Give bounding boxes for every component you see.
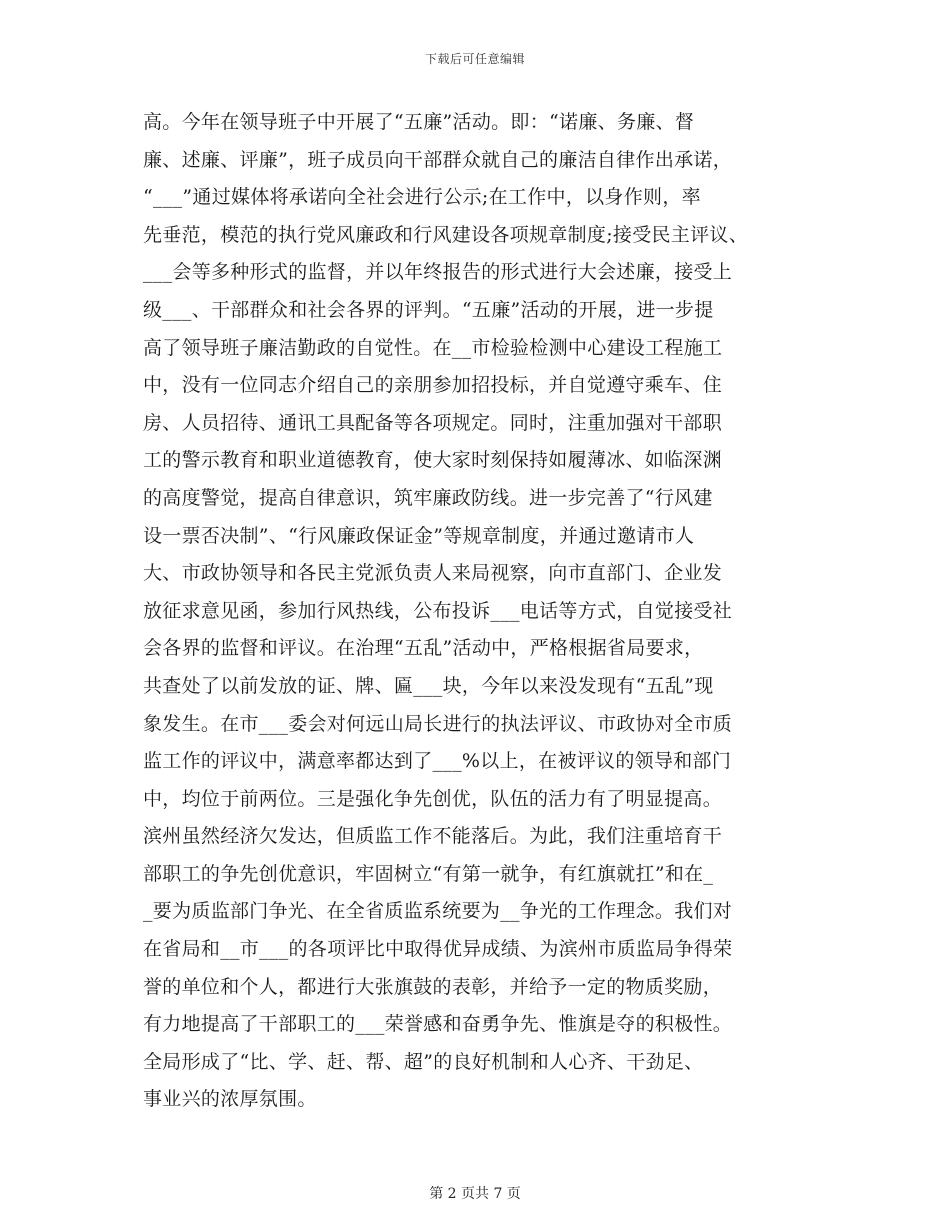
text-line: 誉的单位和个人，都进行大张旗鼓的表彰，并给予一定的物质奖励， bbox=[143, 975, 723, 998]
text-line: 监工作的评议中，满意率都达到了___%以上，在被评议的领导和部门 bbox=[143, 750, 732, 773]
text-line: 部职工的争先创优意识，牢固树立“有第一就争，有红旗就扛”和在_ bbox=[143, 862, 714, 885]
page-footer: 第 2 页共 7 页 bbox=[429, 1186, 521, 1202]
document-body bbox=[143, 104, 813, 1119]
text-line: 级___、干部群众和社会各界的评判。“五廉”活动的开展，进一步提 bbox=[143, 298, 714, 321]
text-line: 中，没有一位同志介绍自己的亲朋参加招投标，并自觉遵守乘车、住 bbox=[143, 374, 723, 397]
text-line: 中，均位于前两位。三是强化争先创优，队伍的活力有了明显提高。 bbox=[143, 787, 723, 810]
text-line: 工的警示教育和职业道德教育，使大家时刻保持如履薄冰、如临深渊 bbox=[143, 449, 723, 472]
text-line: 全局形成了“比、学、赶、帮、超”的良好机制和人心齐、干劲足、 bbox=[143, 1050, 704, 1073]
text-line: 大、市政协领导和各民主党派负责人来局视察，向市直部门、企业发 bbox=[143, 562, 723, 585]
text-line: 先垂范，模范的执行党风廉政和行风建设各项规章制度;接受民主评议、 bbox=[143, 223, 749, 246]
text-line: 象发生。在市___委会对何远山局长进行的执法评议、市政协对全市质 bbox=[143, 712, 733, 735]
text-line: 事业兴的浓厚氛围。 bbox=[143, 1088, 317, 1111]
text-line: 廉、述廉、评廉”，班子成员向干部群众就自己的廉洁自律作出承诺， bbox=[143, 148, 733, 171]
text-line: 在省局和__市___的各项评比中取得优异成绩、为滨州市质监局争得荣 bbox=[143, 938, 733, 961]
text-line: 高。今年在领导班子中开展了“五廉”活动。即：“诺廉、务廉、督 bbox=[143, 111, 695, 133]
text-line: 的高度警觉，提高自律意识，筑牢廉政防线。进一步完善了“行风建 bbox=[143, 486, 713, 509]
text-line: 放征求意见函，参加行风热线，公布投诉___电话等方式，自觉接受社 bbox=[143, 599, 733, 622]
text-line: 高了领导班子廉洁勤政的自觉性。在__市检验检测中心建设工程施工 bbox=[143, 336, 723, 359]
text-line: “___”通过媒体将承诺向全社会进行公示;在工作中，以身作则，率 bbox=[143, 186, 701, 209]
text-line: 会各界的监督和评议。在治理“五乱”活动中，严格根据省局要求， bbox=[143, 637, 704, 660]
text-line: 设一票否决制”、“行风廉政保证金”等规章制度，并通过邀请市人 bbox=[143, 524, 695, 547]
text-line: 有力地提高了干部职工的___荣誉感和奋勇争先、惟旗是夺的积极性。 bbox=[143, 1013, 733, 1036]
page-header: 下载后可任意编辑 bbox=[424, 52, 525, 66]
text-line: 滨州虽然经济欠发达，但质监工作不能落后。为此，我们注重培育干 bbox=[143, 825, 723, 848]
text-line: ___会等多种形式的监督，并以年终报告的形式进行大会述廉，接受上 bbox=[143, 261, 733, 284]
text-line: 房、人员招待、通讯工具配备等各项规定。同时，注重加强对干部职 bbox=[143, 411, 723, 434]
text-line: _要为质监部门争光、在全省质监系统要为__争光的工作理念。我们对 bbox=[143, 900, 733, 923]
text-line: 共查处了以前发放的证、牌、匾___块，今年以来没发现有“五乱”现 bbox=[143, 674, 714, 697]
